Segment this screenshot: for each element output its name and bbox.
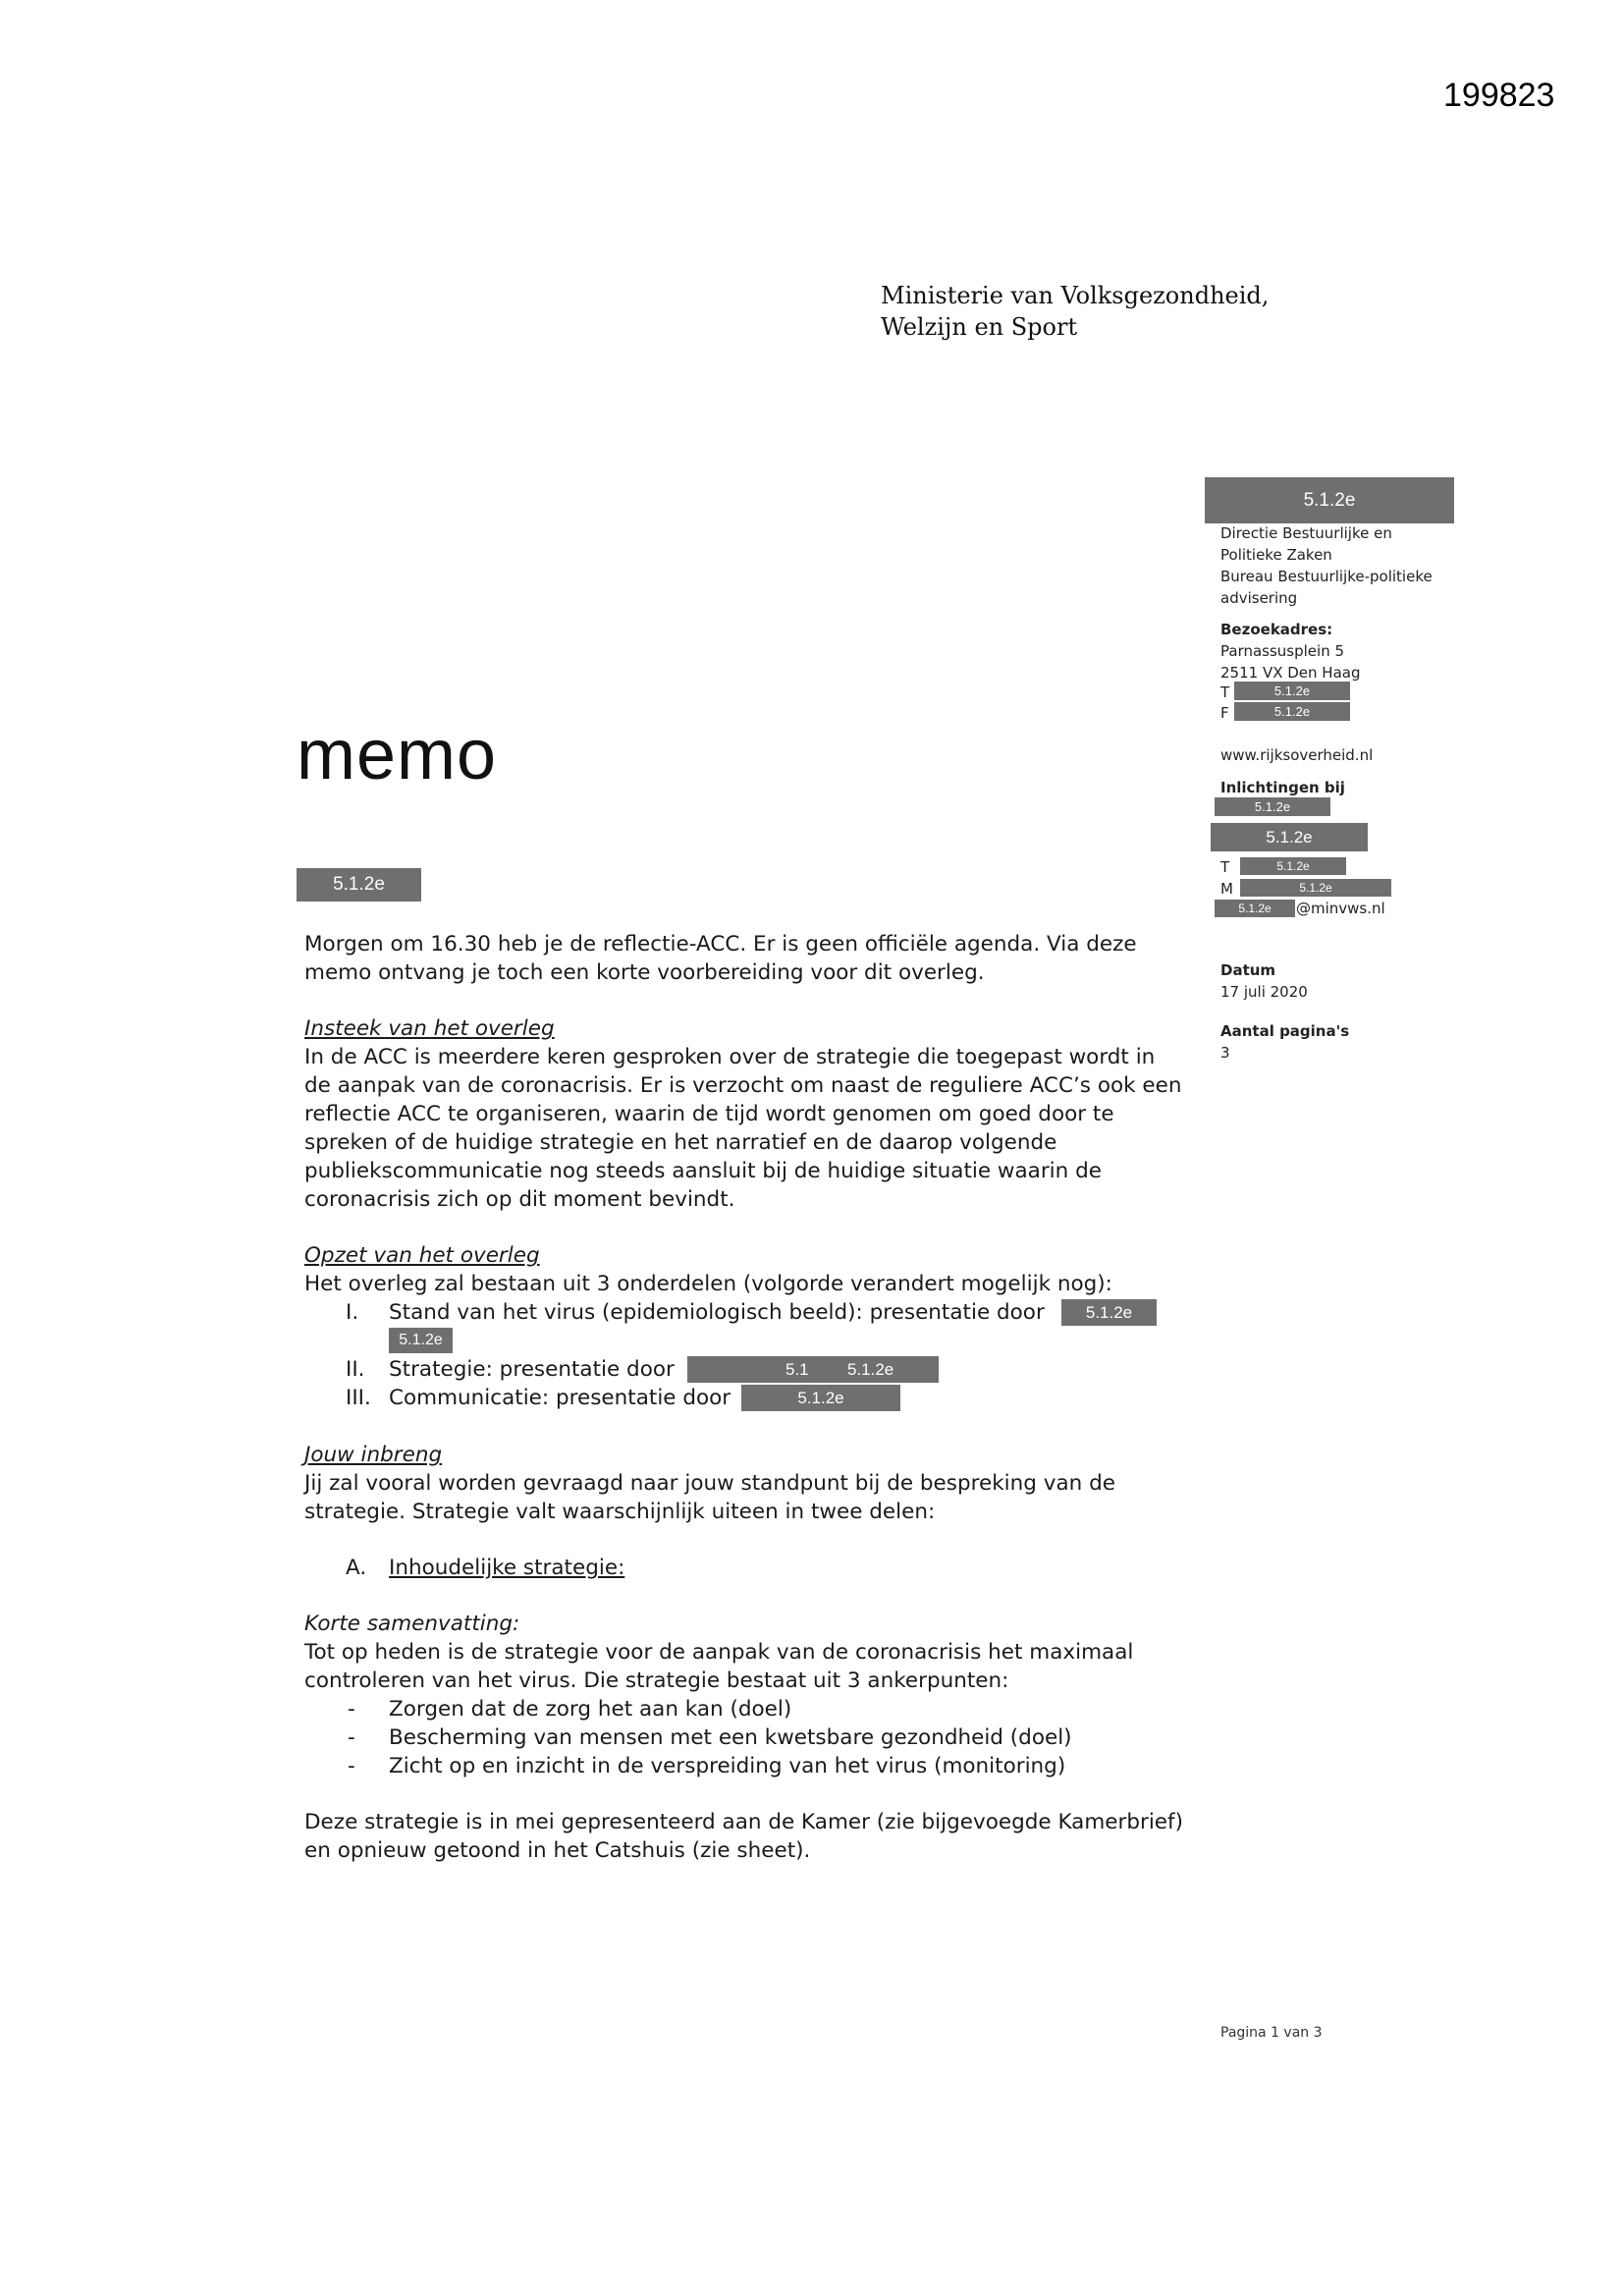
ministry-line-2: Welzijn en Sport [881,313,1078,341]
opzet-item-2-text: Strategie: presentatie door [389,1357,675,1382]
bullet-1-text: Zorgen dat de zorg het aan kan (doel) [389,1697,792,1722]
visit-address-heading: Bezoekadres: [1220,621,1333,638]
info-redaction-1: 5.1.2e [1215,797,1330,816]
opzet-item-2-redaction [687,1356,939,1383]
address-line-2: 2511 VX Den Haag [1220,664,1361,682]
inbreng-item-a-text: Inhoudelijke strategie: [389,1556,625,1580]
website: www.rijksoverheid.nl [1220,746,1374,764]
opzet-item-3-number: III. [346,1386,371,1410]
insteek-line-4: spreken of de huidige strategie en het narratief en de daarop volgende [304,1130,1057,1155]
bullet-2-marker: - [348,1725,355,1750]
insteek-line-2: de aanpak van de coronacrisis. Er is verzocht om naast de reguliere ACC’s ook een [304,1073,1182,1098]
intro-line-1: Morgen om 16.30 heb je de reflectie-ACC. Er is geen officiële agenda. Via deze [304,932,1137,957]
opzet-item-2-redaction-code-b: 5.1.2e [847,1360,894,1379]
opzet-item-1-redaction-a: 5.1.2e [1061,1299,1157,1326]
addressee-redaction: 5.1.2e [297,868,421,902]
ministry-line-1: Ministerie van Volksgezondheid, [881,282,1270,309]
inbreng-line-1: Jij zal vooral worden gevraagd naar jouw standpunt bij de bespreking van de [304,1471,1115,1496]
opzet-item-3-text: Communicatie: presentatie door [389,1386,731,1410]
opzet-item-2-number: II. [346,1357,365,1382]
email-redaction: 5.1.2e [1215,900,1295,917]
sidebar-redaction-name: 5.1.2e [1205,477,1454,523]
section-heading-opzet: Opzet van het overleg [304,1243,540,1268]
contact-phone-label: T [1220,858,1230,876]
info-heading: Inlichtingen bij [1220,779,1345,796]
opzet-item-2-redaction-code-a: 5.1 [785,1360,809,1379]
inbreng-item-a-number: A. [346,1556,367,1580]
address-line-1: Parnassusplein 5 [1220,642,1345,660]
section-heading-inbreng: Jouw inbreng [304,1443,443,1467]
samenvatting-line-1: Tot op heden is de strategie voor de aanpak van de coronacrisis het maximaal [304,1640,1134,1665]
pages-value: 3 [1220,1044,1230,1062]
section-heading-samenvatting: Korte samenvatting: [304,1612,520,1636]
memo-title: memo [297,716,498,794]
inbreng-line-2: strategie. Strategie valt waarschijnlijk uiteen in twee delen: [304,1500,936,1524]
sidebar-org-line-3: Bureau Bestuurlijke-politieke [1220,568,1433,585]
insteek-line-6: coronacrisis zich op dit moment bevindt. [304,1187,735,1212]
section-heading-insteek: Insteek van het overleg [304,1016,555,1041]
fax-label: F [1220,704,1229,722]
bullet-2-text: Bescherming van mensen met een kwetsbare gezondheid (doel) [389,1725,1072,1750]
intro-line-2: memo ontvang je toch een korte voorbereiding voor dit overleg. [304,960,985,985]
insteek-line-5: publiekscommunicatie nog steeds aansluit bij de huidige situatie waarin de [304,1159,1102,1183]
bullet-1-marker: - [348,1697,355,1722]
opzet-item-1-number: I. [346,1300,359,1325]
sidebar-org-line-4: advisering [1220,589,1298,607]
mobile-redaction: 5.1.2e [1240,879,1391,897]
sidebar-org-line-1: Directie Bestuurlijke en [1220,524,1392,542]
date-value: 17 juli 2020 [1220,983,1308,1001]
closing-line-1: Deze strategie is in mei gepresenteerd aan de Kamer (zie bijgevoegde Kamerbrief) [304,1810,1183,1834]
ministry-name [881,280,1269,343]
info-redaction-2: 5.1.2e [1211,823,1368,851]
phone-label: T [1220,683,1230,701]
page-footer: Pagina 1 van 3 [1220,2025,1323,2041]
email-domain: @minvws.nl [1296,900,1385,917]
contact-phone-redaction: 5.1.2e [1240,857,1346,875]
opzet-item-3-redaction: 5.1.2e [741,1385,900,1411]
samenvatting-line-2: controleren van het virus. Die strategie bestaat uit 3 ankerpunten: [304,1668,1009,1693]
insteek-line-1: In de ACC is meerdere keren gesproken over de strategie die toegepast wordt in [304,1045,1156,1069]
mobile-label: M [1220,880,1233,898]
closing-line-2: en opnieuw getoond in het Catshuis (zie sheet). [304,1838,811,1863]
date-heading: Datum [1220,961,1276,979]
bullet-3-text: Zicht op en inzicht in de verspreiding van het virus (monitoring) [389,1754,1066,1778]
document-number: 199823 [1443,77,1555,114]
opzet-item-1-text: Stand van het virus (epidemiologisch beeld): presentatie door [389,1300,1045,1325]
phone-redaction: 5.1.2e [1234,682,1350,700]
bullet-3-marker: - [348,1754,355,1778]
opzet-item-1-redaction-b: 5.1.2e [389,1328,453,1353]
insteek-line-3: reflectie ACC te organiseren, waarin de tijd wordt genomen om goed door te [304,1102,1114,1126]
pages-heading: Aantal pagina's [1220,1022,1350,1040]
sidebar-org-line-2: Politieke Zaken [1220,546,1332,564]
fax-redaction: 5.1.2e [1234,702,1350,721]
opzet-intro: Het overleg zal bestaan uit 3 onderdelen (volgorde verandert mogelijk nog): [304,1272,1112,1296]
